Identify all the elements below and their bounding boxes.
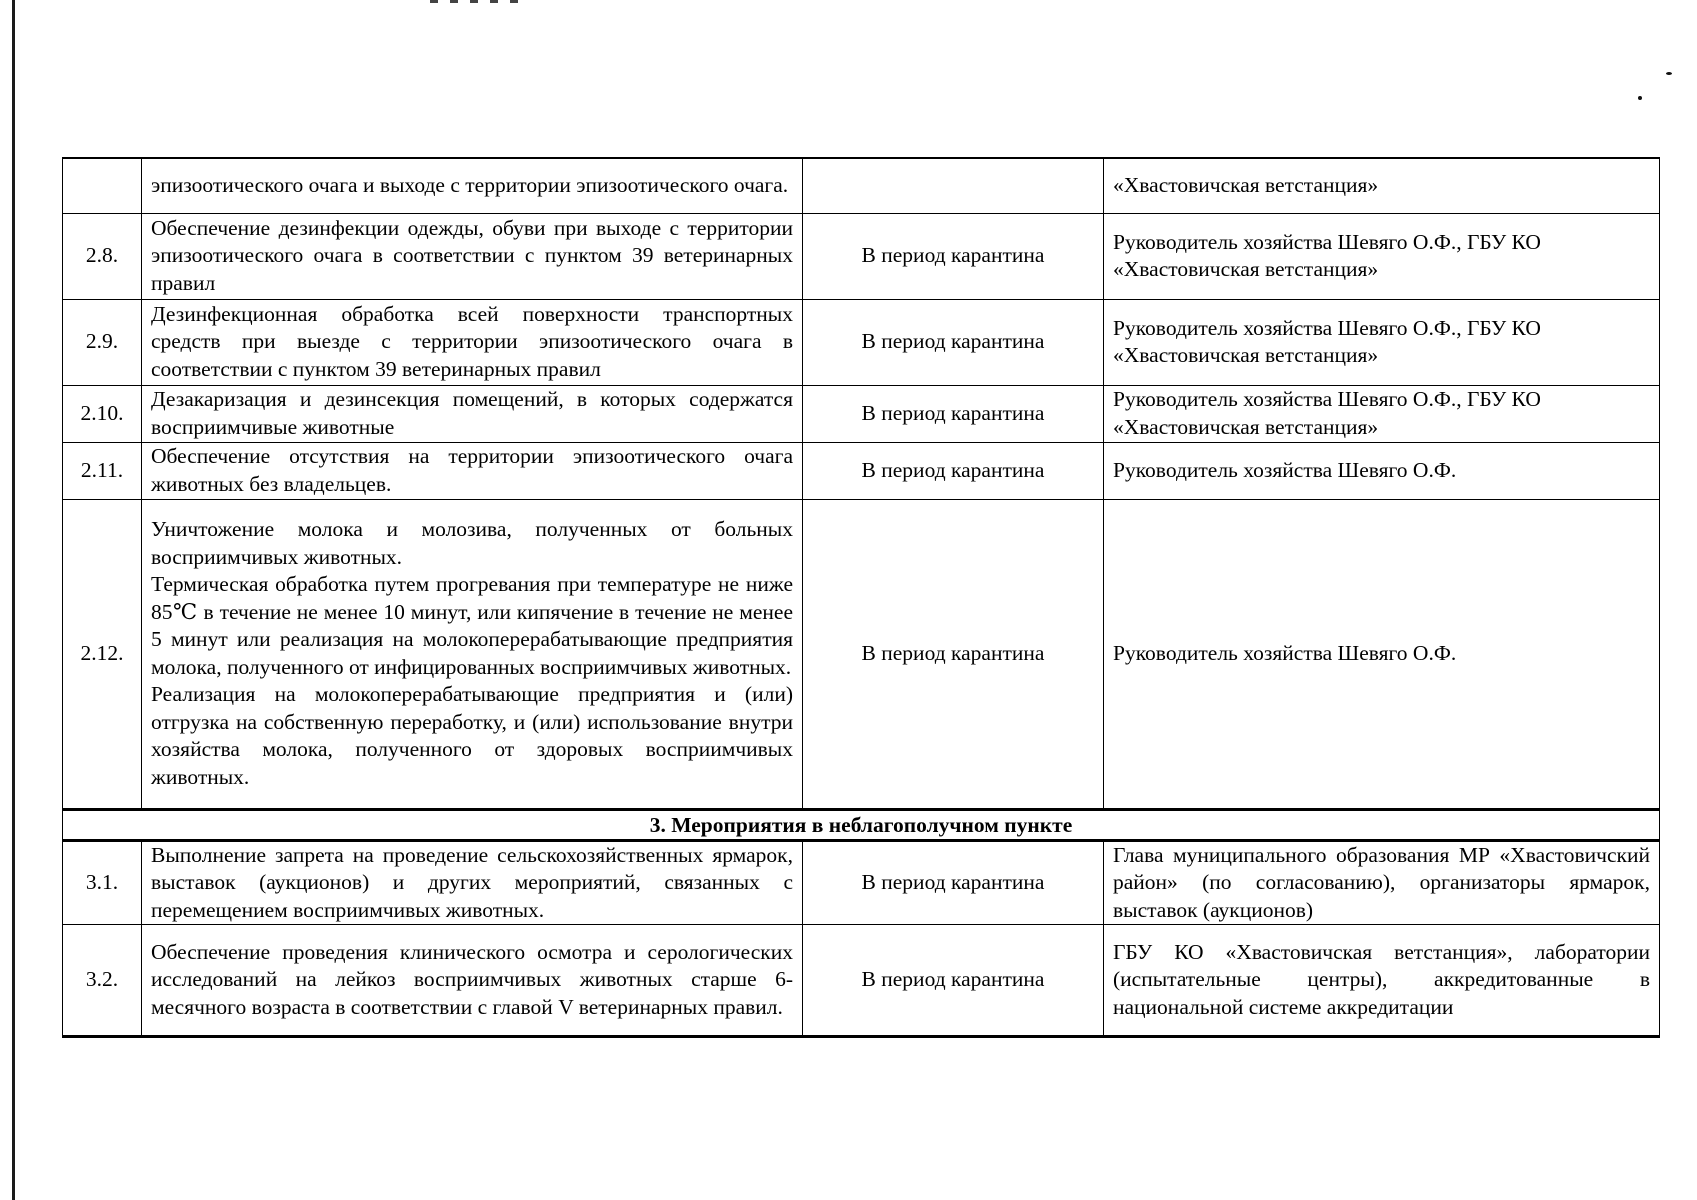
action-cell: Дезакаризация и дезинсекция помещений, в которых содержатся восприимчивые животные — [142, 385, 803, 442]
responsible-cell: Глава муниципального образования МР «Хвастовичский район» (по согласованию), организаторы ярмарок, выставок (аукционов) — [1104, 840, 1660, 925]
term-cell: В период карантина — [803, 499, 1104, 809]
term-cell: В период карантина — [803, 442, 1104, 499]
row-number — [63, 158, 142, 213]
scan-top-mark — [430, 0, 520, 3]
row-number: 2.9. — [63, 299, 142, 385]
scan-left-edge — [12, 0, 15, 1200]
table-row — [63, 840, 1660, 925]
term-cell: В период карантина — [803, 925, 1104, 1037]
responsible-cell: Руководитель хозяйства Шевяго О.Ф., ГБУ КО «Хвастовичская ветстанция» — [1104, 385, 1660, 442]
table-row — [63, 299, 1660, 385]
table-row — [63, 158, 1660, 213]
term-cell — [803, 158, 1104, 213]
responsible-cell: Руководитель хозяйства Шевяго О.Ф. — [1104, 442, 1660, 499]
term-cell: В период карантина — [803, 840, 1104, 925]
table-row — [63, 925, 1660, 1037]
action-cell: Обеспечение проведения клинического осмотра и серологических исследований на лейкоз восприимчивых животных старше 6-месячного возраста в соответствии с главой V ветеринарных правил. — [142, 925, 803, 1037]
responsible-cell: Руководитель хозяйства Шевяго О.Ф., ГБУ КО «Хвастовичская ветстанция» — [1104, 299, 1660, 385]
responsible-cell: Руководитель хозяйства Шевяго О.Ф., ГБУ КО «Хвастовичская ветстанция» — [1104, 213, 1660, 299]
term-cell: В период карантина — [803, 213, 1104, 299]
table-row — [63, 499, 1660, 809]
action-paragraph: Термическая обработка путем прогревания при температуре не ниже 85℃ в течение не менее 10 минут, или кипячение в течение не менее 5 минут или реализация на молокоперерабатывающие предприятия молока, полученного от инфицированных восприимчивых животных. — [151, 572, 793, 679]
measures-table — [62, 157, 1660, 1038]
row-number: 2.12. — [63, 499, 142, 809]
action-cell — [142, 499, 803, 809]
responsible-cell: Руководитель хозяйства Шевяго О.Ф. — [1104, 499, 1660, 809]
term-cell: В период карантина — [803, 299, 1104, 385]
action-cell: Обеспечение дезинфекции одежды, обуви при выходе с территории эпизоотического очага в соответствии с пунктом 39 ветеринарных правил — [142, 213, 803, 299]
responsible-cell: «Хвастовичская ветстанция» — [1104, 158, 1660, 213]
action-cell: Дезинфекционная обработка всей поверхности транспортных средств при выезде с территории эпизоотического очага в соответствии с пунктом 39 ветеринарных правил — [142, 299, 803, 385]
section-header-row — [63, 809, 1660, 840]
action-paragraph: Уничтожение молока и молозива, полученных от больных восприимчивых животных. — [151, 517, 793, 569]
action-cell: Выполнение запрета на проведение сельскохозяйственных ярмарок, выставок (аукционов) и других мероприятий, связанных с перемещением восприимчивых животных. — [142, 840, 803, 925]
action-cell: эпизоотического очага и выходе с территории эпизоотического очага. — [142, 158, 803, 213]
responsible-cell: ГБУ КО «Хвастовичская ветстанция», лаборатории (испытательные центры), аккредитованные в национальной системе аккредитации — [1104, 925, 1660, 1037]
action-paragraph: Реализация на молокоперерабатывающие предприятия и (или) отгрузка на собственную переработку, и (или) использование внутри хозяйства молока, полученного от здоровых восприимчивых животных. — [151, 682, 793, 789]
row-number: 2.11. — [63, 442, 142, 499]
term-cell: В период карантина — [803, 385, 1104, 442]
row-number: 2.10. — [63, 385, 142, 442]
section-title: 3. Мероприятия в неблагополучном пункте — [63, 809, 1660, 840]
action-cell: Обеспечение отсутствия на территории эпизоотического очага животных без владельцев. — [142, 442, 803, 499]
table-row — [63, 213, 1660, 299]
row-number: 3.1. — [63, 840, 142, 925]
row-number: 2.8. — [63, 213, 142, 299]
scan-speck — [1666, 72, 1672, 75]
table-row — [63, 385, 1660, 442]
table-row — [63, 442, 1660, 499]
scan-speck — [1638, 96, 1642, 100]
row-number: 3.2. — [63, 925, 142, 1037]
